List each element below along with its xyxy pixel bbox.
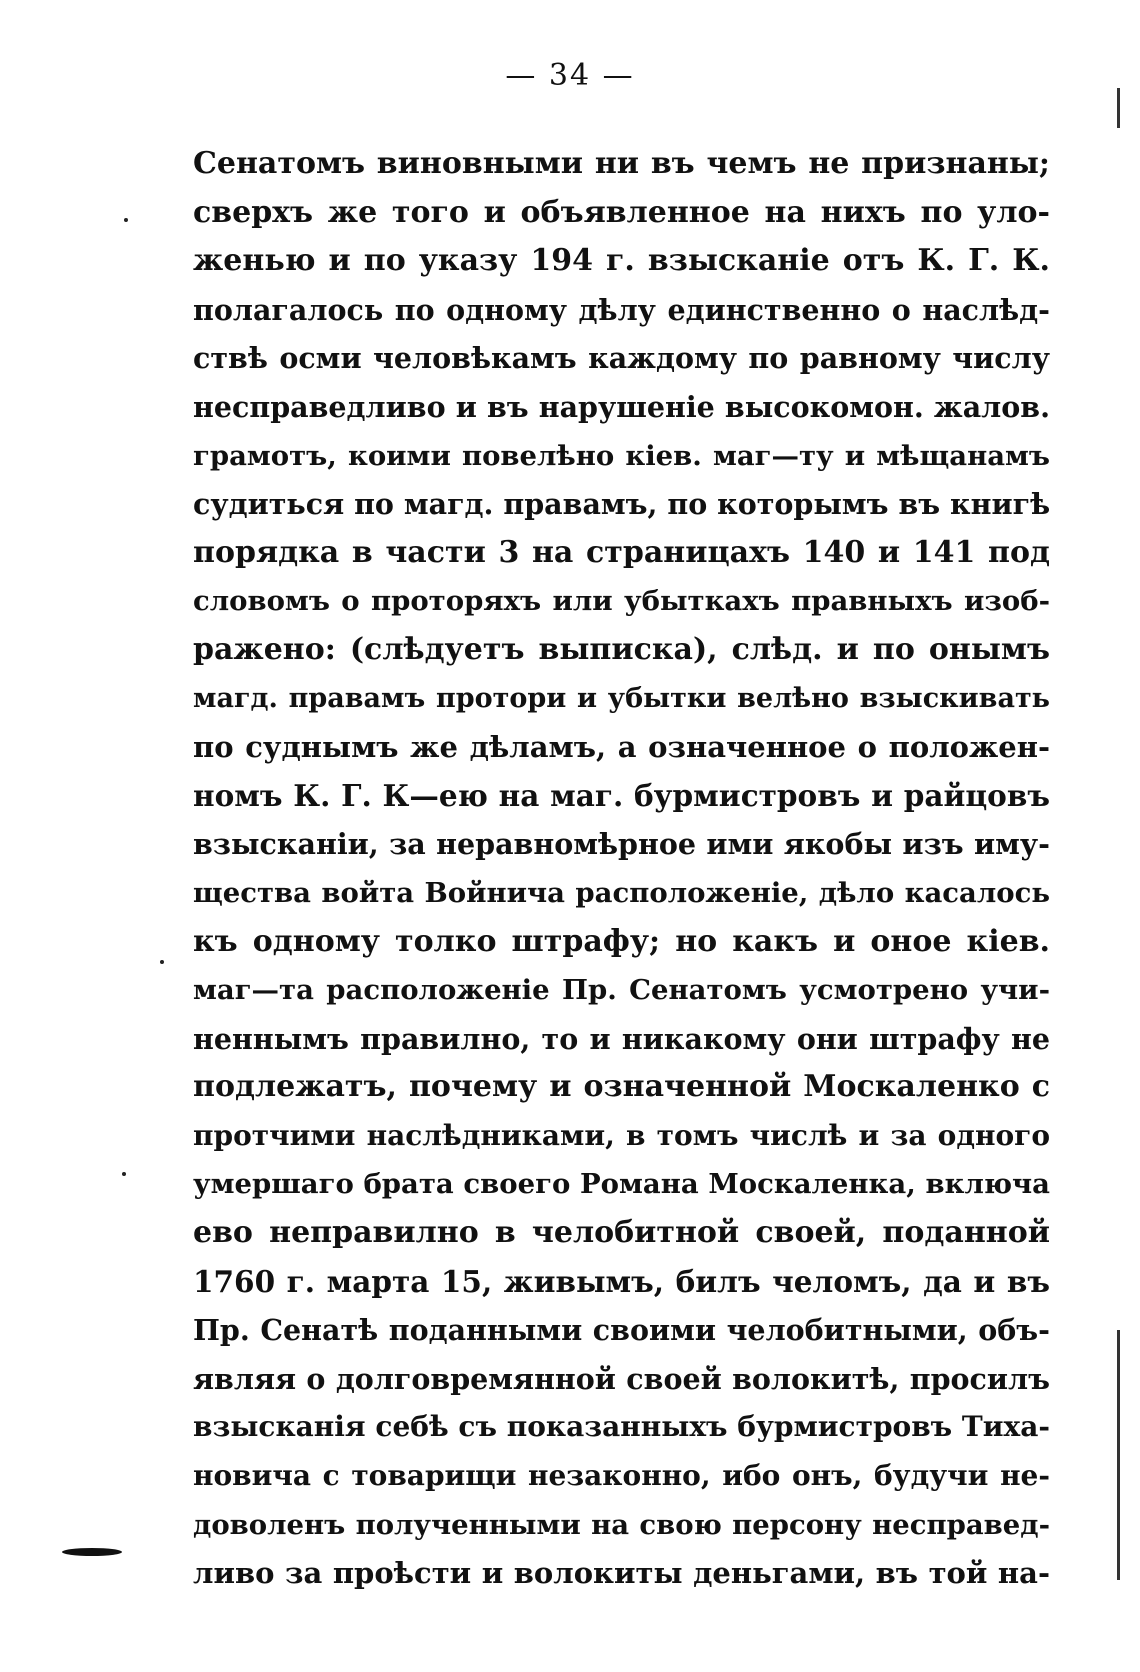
text-line: являя о долговремянной своей волокитѣ, просилъ: [193, 1361, 1050, 1396]
text-line: сверхъ же того и объявленное на нихъ по уло-: [193, 194, 1050, 230]
text-line: Пр. Сенатѣ поданными своими челобитными, объ-: [193, 1313, 1050, 1348]
text-line: неннымъ правилно, то и никакому они штрафу не: [193, 1021, 1050, 1056]
text-line: Сенатомъ виновными ни въ чемъ не признаны;: [193, 146, 1050, 181]
text-line: взысканіи, за неравномѣрное ими якобы изъ иму-: [193, 827, 1050, 862]
text-line: къ одному толко штрафу; но какъ и оное кіев.: [193, 923, 1050, 959]
text-line: номъ К. Г. К—ею на маг. бурмистровъ и райцовъ: [193, 777, 1050, 813]
scan-edge-line: [1117, 88, 1120, 128]
text-line: ливо за проѣсти и волокиты деньгами, въ той на-: [193, 1556, 1050, 1591]
margin-speck: [122, 1172, 126, 1176]
text-line: магд. правамъ протори и убытки велѣно взыскивать: [193, 682, 1050, 714]
text-line: грамотъ, коими повелѣно кіев. маг—ту и мѣщанамъ: [193, 439, 1050, 472]
text-line: ствѣ осми человѣкамъ каждому по равному числу: [193, 341, 1050, 376]
text-line: ево неправилно в челобитной своей, поданной: [193, 1215, 1050, 1251]
text-line: судиться по магд. правамъ, по которымъ въ книгѣ: [193, 487, 1051, 522]
text-line: 1760 г. марта 15, живымъ, билъ челомъ, да и въ: [193, 1263, 1050, 1299]
body-text: [193, 140, 1050, 1598]
text-line: взысканія себѣ съ показанныхъ бурмистровъ Тиха-: [193, 1410, 1050, 1444]
text-line: маг—та расположеніе Пр. Сенатомъ усмотрено учи-: [193, 974, 1050, 1007]
text-line: порядка в части 3 на страницахъ 140 и 141 под: [193, 534, 1050, 570]
page-number: — 34 —: [505, 58, 635, 93]
margin-speck: [160, 960, 164, 964]
scan-edge-line: [1117, 1330, 1120, 1580]
text-line: протчими наслѣдниками, в томъ числѣ и за одного: [193, 1118, 1050, 1152]
text-line: новича с товарищи незаконно, ибо онъ, будучи не-: [193, 1459, 1050, 1493]
text-line: полагалось по одному дѣлу единственно о наслѣд-: [193, 292, 1050, 327]
text-line: несправедливо и въ нарушеніе высокомон. жалов.: [193, 389, 1050, 424]
margin-speck: [124, 218, 128, 222]
text-line: словомъ о проторяхъ или убыткахъ правныхъ изоб-: [193, 585, 1050, 618]
text-line: щества войта Войнича расположеніе, дѣло касалось: [193, 876, 1050, 909]
text-line: подлежатъ, почему и означенной Москаленко с: [193, 1069, 1050, 1105]
text-line: доволенъ полученными на свою персону несправед-: [193, 1508, 1050, 1541]
text-line: умершаго брата своего Романа Москаленка, включа: [193, 1168, 1050, 1201]
text-line: женью и по указу 194 г. взысканіе отъ К. Г. К.: [193, 243, 1050, 279]
text-line: ражено: (слѣдуетъ выписка), слѣд. и по онымъ: [193, 631, 1050, 667]
margin-ink-mark: [62, 1548, 122, 1556]
text-line: по суднымъ же дѣламъ, а означенное о положен-: [193, 730, 1050, 765]
